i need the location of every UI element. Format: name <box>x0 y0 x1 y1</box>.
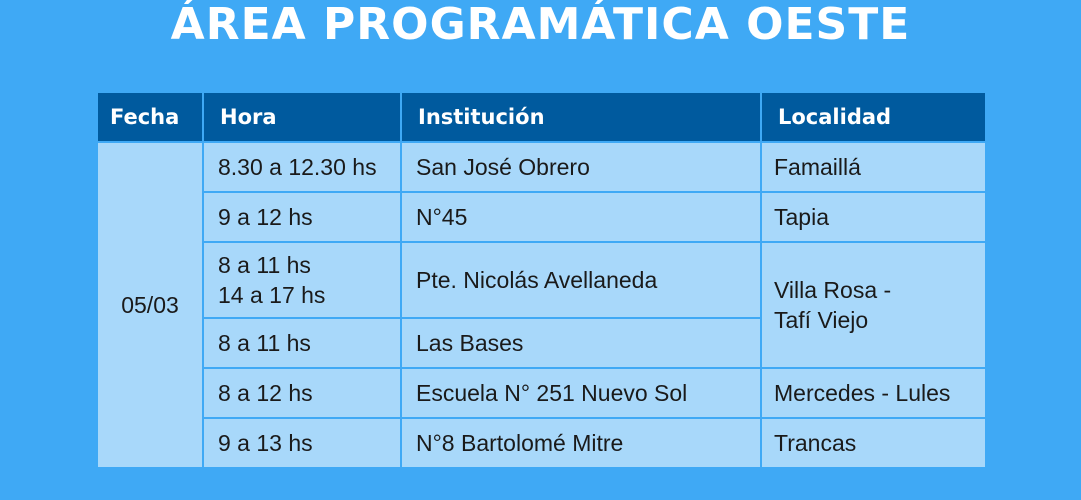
hora-cell: 8 a 11 hs <box>203 318 401 368</box>
table-header-row <box>97 92 986 142</box>
institucion-cell: Pte. Nicolás Avellaneda <box>401 242 761 318</box>
localidad-cell: Mercedes - Lules <box>761 368 986 418</box>
header-hora: Hora <box>203 92 401 142</box>
hora-cell: 8.30 a 12.30 hs <box>203 142 401 192</box>
header-institucion: Institución <box>401 92 761 142</box>
localidad-cell: Trancas <box>761 418 986 468</box>
hora-cell <box>203 242 401 318</box>
table-row <box>97 368 986 418</box>
localidad-cell <box>761 242 986 368</box>
hora-cell: 9 a 12 hs <box>203 192 401 242</box>
localidad-line: Villa Rosa - <box>774 277 892 303</box>
hora-line: 8 a 11 hs <box>218 252 311 278</box>
table-row <box>97 242 986 318</box>
schedule-table <box>96 91 987 469</box>
institucion-cell: Las Bases <box>401 318 761 368</box>
hora-cell: 8 a 12 hs <box>203 368 401 418</box>
institucion-cell: N°45 <box>401 192 761 242</box>
institucion-cell: San José Obrero <box>401 142 761 192</box>
table-row <box>97 418 986 468</box>
table-row <box>97 142 986 192</box>
page-title: ÁREA PROGRAMÁTICA OESTE <box>170 0 911 50</box>
localidad-line: Tafí Viejo <box>774 307 869 333</box>
header-localidad: Localidad <box>761 92 986 142</box>
localidad-cell: Famaillá <box>761 142 986 192</box>
institucion-cell: Escuela N° 251 Nuevo Sol <box>401 368 761 418</box>
institucion-cell: N°8 Bartolomé Mitre <box>401 418 761 468</box>
header-fecha: Fecha <box>97 92 203 142</box>
hora-line: 14 a 17 hs <box>218 282 326 308</box>
hora-cell: 9 a 13 hs <box>203 418 401 468</box>
table-row <box>97 192 986 242</box>
localidad-cell: Tapia <box>761 192 986 242</box>
fecha-cell: 05/03 <box>97 142 203 468</box>
